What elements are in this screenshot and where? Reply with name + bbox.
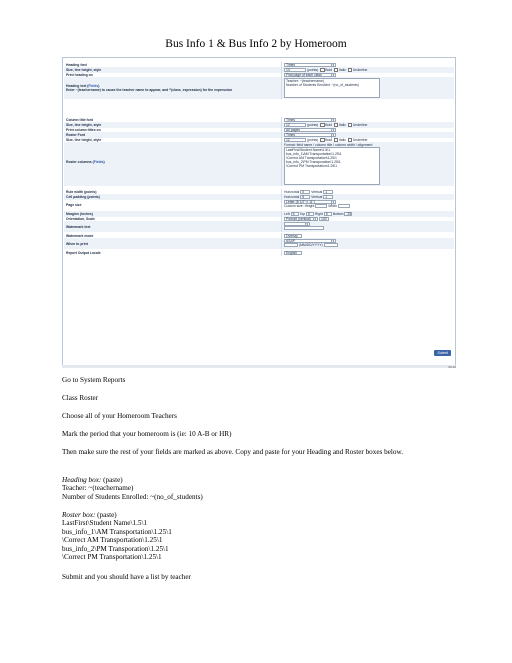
rule-horizontal-input[interactable]: 0: [300, 190, 310, 194]
submit-button[interactable]: Submit: [434, 350, 451, 356]
step-submit: Submit and you should have a list by teacher: [62, 573, 191, 581]
custom-width-input[interactable]: [338, 204, 350, 208]
row-roster-font: Roster Font Times ▾: [64, 132, 454, 138]
step-choose-teachers: Choose all of your Homeroom Teachers: [62, 412, 177, 420]
roster-box-label: Roster box:: [62, 511, 96, 519]
row-orientation: Orientation, Scale Portrait (vertical) ▾ 100: [64, 216, 454, 222]
column-title-font-select[interactable]: Times ▾: [284, 118, 336, 122]
roster-line-3: \Correct AM Transportation\1.25\1: [62, 536, 163, 545]
row-when-to-print: When to print ASAP ▾ (MM/DD/YYYY): [64, 238, 454, 249]
step-mark-period: Mark the period that your homeroom is (ie: 10 A-B or HR): [62, 430, 232, 438]
margin-left-input[interactable]: 5: [291, 212, 299, 216]
roster-line-1: LastFirst\Student Name\1.5\1: [62, 519, 148, 528]
roster-box-block: Roster box: (paste) LastFirst\Student Name\1.5\1 bus_info_1\AM Transportation\1.25\1 \Correct AM Transportation\1.25\1 bus_info_2\PM Transporation\1.25\1 \Correct PM Transportation\1.25\1: [62, 511, 172, 562]
row-output-locale: Report Output Locale English ▾: [64, 250, 454, 256]
print-column-titles-select[interactable]: All pages ▾: [284, 128, 336, 132]
roster-columns-text-area[interactable]: LastFirst\Student Name\1.5\1 bus_info_1\AM Transportation\1.25\1 \Correct AM Transportation\1.25\1 bus_info_2\PM Transporation\1.25\1 \Correct PM Transportation\1.25\1: [284, 147, 380, 185]
heading-box-label: Heading box:: [62, 476, 102, 484]
row-heading-size: Size, line height, style 14 (points) Bold Italic Underline: [64, 67, 454, 73]
row-print-column-titles: Print column titles on All pages ▾: [64, 127, 454, 133]
padding-vertical-input[interactable]: 1: [323, 195, 333, 199]
heading-size-input[interactable]: 14: [284, 68, 306, 72]
row-margins: Margins (inches) Left 5 Top 5 Right 5 Bottom .25: [64, 211, 454, 217]
print-date-input[interactable]: [284, 243, 298, 247]
roster-line-2: bus_info_1\AM Transportation\1.25\1: [62, 527, 172, 536]
column-size-input[interactable]: 12: [284, 123, 306, 127]
row-heading-font: Heading font Times ▾: [64, 62, 454, 68]
margin-bottom-input[interactable]: .25: [346, 212, 352, 216]
roster-size-input[interactable]: 12: [284, 138, 306, 142]
heading-box-block: Heading box: (paste) Teacher: ~(teachername) Number of Students Enrolled: ~(no_of_students): [62, 476, 203, 501]
print-time-input[interactable]: [324, 243, 338, 247]
row-roster-size: Size, line height, style 12 (points) Bold Italic Underline: [66, 137, 368, 143]
step-copy-paste: Then make sure the rest of your fields are marked as above. Copy and paste for your Heading and Roster boxes below.: [62, 448, 404, 456]
when-to-print-select[interactable]: ASAP ▾: [284, 239, 336, 243]
custom-height-input[interactable]: [315, 204, 327, 208]
page-size-select[interactable]: Letter (8 1/2" x 11") ▾: [284, 200, 336, 204]
heading-fields-link[interactable]: Fields: [88, 84, 99, 88]
row-cell-padding: Cell padding (points) Horizontal 6 Vertical 1: [64, 194, 454, 200]
screenshot-footer-number: 00-10: [448, 364, 456, 369]
row-watermark-mode: Watermark mode Overlay ▾: [64, 233, 454, 239]
padding-horizontal-input[interactable]: 6: [300, 195, 310, 199]
row-watermark-text: Watermark text ▾: [64, 221, 454, 232]
roster-fields-link[interactable]: Fields: [93, 160, 104, 164]
row-page-size: Page size Letter (8 1/2" x 11") ▾ Custom size: Height Width: [64, 199, 454, 210]
margin-right-input[interactable]: 5: [324, 212, 332, 216]
scale-input[interactable]: 100: [319, 217, 329, 221]
row-rule-width: Rule width (points) Horizontal 0 Vertical 1: [64, 189, 454, 195]
report-settings-screenshot: [62, 57, 456, 367]
heading-line-1: Teacher: ~(teachername): [62, 484, 134, 493]
heading-line-2: Number of Students Enrolled: ~(no_of_students): [62, 492, 203, 501]
locale-select[interactable]: English ▾: [284, 251, 302, 255]
row-roster-columns: Roster columns (Fields) Format: field name / column title / column width / alignment LastFirst\Student Name\1.5\1 bus_info_1\AM Transportation\1.25\1 \Correct AM Transportation\1.25\1 bus_info_2\PM Transporation\1.25\1 \Correct PM Transportation\1.25\1: [64, 142, 454, 186]
screenshot-footer-bar: [62, 365, 456, 368]
row-column-title-font: Column title font Times ▾: [64, 117, 454, 123]
watermark-mode-select[interactable]: Overlay ▾: [284, 234, 302, 238]
row-column-size: Size, line height, style 12 (points) Bold Italic Underline: [64, 122, 454, 128]
heading-text-area[interactable]: Teacher: ~(teachername) Number of Students Enrolled: ~(no_of_students): [284, 78, 380, 98]
step-system-reports: Go to System Reports: [62, 376, 126, 384]
print-heading-select[interactable]: First page of each class ▾: [284, 73, 336, 77]
step-class-roster: Class Roster: [62, 394, 99, 402]
row-print-heading: Print heading on First page of each class ▾: [64, 72, 454, 78]
margin-top-input[interactable]: 5: [306, 212, 314, 216]
heading-font-select[interactable]: Times ▾: [284, 63, 336, 67]
roster-line-5: \Correct PM Transportation\1.25\1: [62, 553, 162, 562]
watermark-text-input[interactable]: [284, 226, 324, 230]
document-title: Bus Info 1 & Bus Info 2 by Homeroom: [165, 38, 347, 50]
orientation-select[interactable]: Portrait (vertical) ▾: [284, 217, 318, 221]
rule-vertical-input[interactable]: 1: [323, 190, 333, 194]
roster-font-select[interactable]: Times ▾: [284, 133, 336, 137]
row-heading-text: Heading text (Fields) Enter ~(teachername) to cause the teacher name to appear, and ^(class_expression) for the expression Teacher: ~(teachername) Number of Students Enrolled: ~(no_of_students): [64, 77, 454, 99]
roster-line-4: bus_info_2\PM Transporation\1.25\1: [62, 544, 169, 553]
